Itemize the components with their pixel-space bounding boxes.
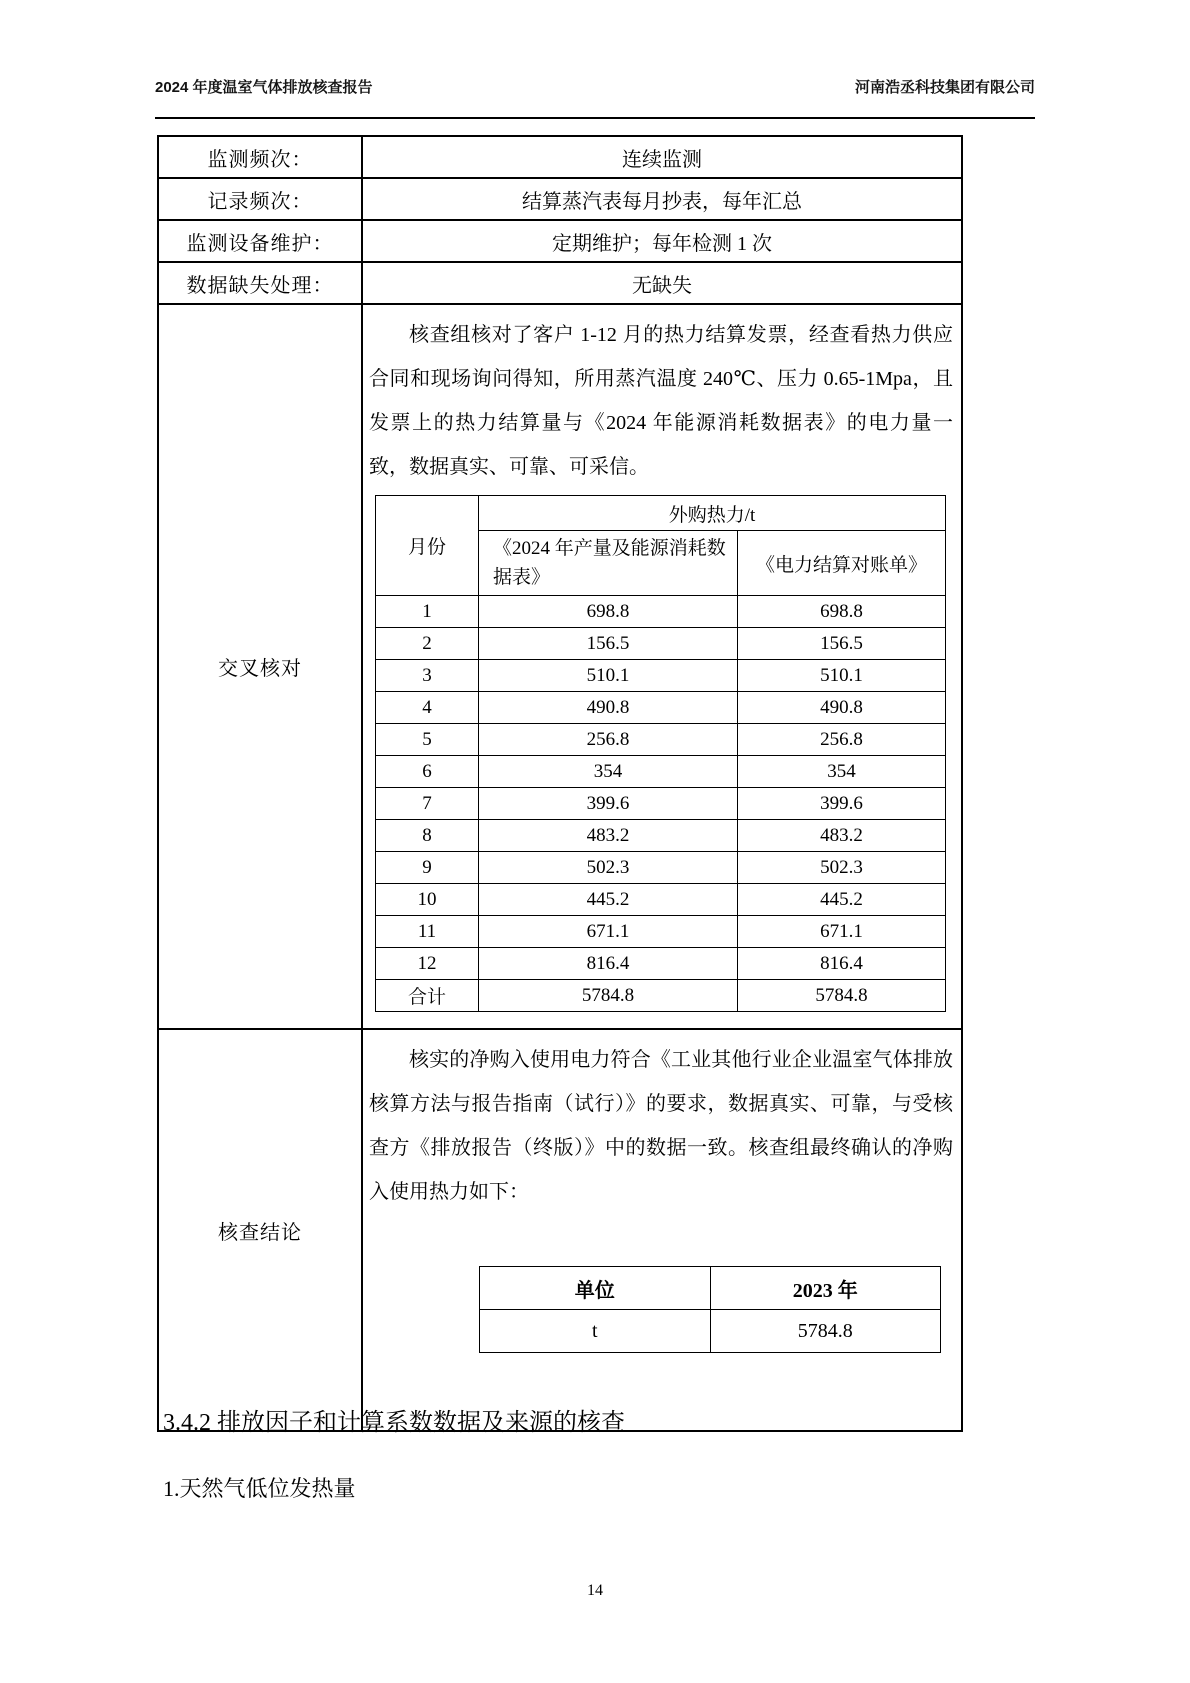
value-cell: 816.4 bbox=[479, 948, 738, 980]
table-row bbox=[376, 628, 946, 660]
total-value-cell: 5784.8 bbox=[479, 980, 738, 1012]
row-value: 定期维护；每年检测 1 次 bbox=[362, 220, 962, 262]
month-cell: 2 bbox=[376, 628, 479, 660]
value-cell: 483.2 bbox=[738, 820, 946, 852]
month-cell: 9 bbox=[376, 852, 479, 884]
conclusion-paragraph: 核实的净购入使用电力符合《工业其他行业企业温室气体排放核算方法与报告指南（试行）》的要求，数据真实、可靠，与受核查方《排放报告（终版）》中的数据一致。核查组最终确认的净购入使用热力如下： bbox=[369, 1049, 953, 1203]
value-cell: 510.1 bbox=[479, 660, 738, 692]
value-cell: 5784.8 bbox=[710, 1310, 941, 1353]
cross-check-label: 交叉核对 bbox=[158, 304, 362, 1029]
month-cell: 11 bbox=[376, 916, 479, 948]
month-cell: 5 bbox=[376, 724, 479, 756]
verification-table bbox=[157, 135, 963, 1432]
value-cell: 502.3 bbox=[479, 852, 738, 884]
value-cell: 399.6 bbox=[479, 788, 738, 820]
table-row bbox=[376, 820, 946, 852]
month-column-header: 月份 bbox=[376, 496, 479, 596]
cross-check-paragraph: 核查组核对了客户 1-12 月的热力结算发票，经查看热力供应合同和现场询问得知，所用蒸汽温度 240℃、压力 0.65-1Mpa，且发票上的热力结算量与《2024 年能源消耗数据表》的电力量一致，数据真实、可靠、可采信。 bbox=[369, 324, 953, 478]
table-row bbox=[376, 756, 946, 788]
table-row bbox=[376, 724, 946, 756]
value-cell: 445.2 bbox=[738, 884, 946, 916]
table-row bbox=[376, 884, 946, 916]
row-label: 监测频次： bbox=[158, 136, 362, 178]
total-label-cell: 合计 bbox=[376, 980, 479, 1012]
heat-comparison-table bbox=[375, 495, 946, 1012]
month-cell: 6 bbox=[376, 756, 479, 788]
table-row bbox=[376, 948, 946, 980]
value-cell: 671.1 bbox=[479, 916, 738, 948]
value-cell: 698.8 bbox=[479, 596, 738, 628]
page-header bbox=[155, 76, 1035, 119]
header-company-name: 河南浩丞科技集团有限公司 bbox=[854, 79, 1035, 96]
page-number: 14 bbox=[587, 1582, 603, 1599]
conclusion-label: 核查结论 bbox=[158, 1029, 362, 1431]
month-cell: 12 bbox=[376, 948, 479, 980]
confirmed-heat-table bbox=[479, 1266, 941, 1353]
row-value: 无缺失 bbox=[362, 262, 962, 304]
table-row bbox=[376, 692, 946, 724]
value-cell: 698.8 bbox=[738, 596, 946, 628]
value-cell: 399.6 bbox=[738, 788, 946, 820]
value-cell: 156.5 bbox=[738, 628, 946, 660]
value-cell: 256.8 bbox=[738, 724, 946, 756]
month-cell: 3 bbox=[376, 660, 479, 692]
total-value-cell: 5784.8 bbox=[738, 980, 946, 1012]
sub-heading: 1.天然气低位发热量 bbox=[163, 1476, 356, 1501]
row-value: 连续监测 bbox=[362, 136, 962, 178]
table-row bbox=[158, 220, 962, 262]
conclusion-content bbox=[362, 1029, 962, 1431]
value-cell: 490.8 bbox=[479, 692, 738, 724]
row-label: 数据缺失处理： bbox=[158, 262, 362, 304]
table-header-row bbox=[376, 496, 946, 531]
group-column-header: 外购热力/t bbox=[479, 496, 946, 531]
value-cell: 490.8 bbox=[738, 692, 946, 724]
value-cell: 510.1 bbox=[738, 660, 946, 692]
unit-column-header: 单位 bbox=[480, 1267, 711, 1310]
year-column-header: 2023 年 bbox=[710, 1267, 941, 1310]
row-label: 监测设备维护： bbox=[158, 220, 362, 262]
row-value: 结算蒸汽表每月抄表，每年汇总 bbox=[362, 178, 962, 220]
value-cell: 816.4 bbox=[738, 948, 946, 980]
value-cell: 354 bbox=[738, 756, 946, 788]
row-label: 记录频次： bbox=[158, 178, 362, 220]
table-row bbox=[376, 852, 946, 884]
table-row bbox=[158, 178, 962, 220]
table-row bbox=[376, 596, 946, 628]
conclusion-row bbox=[158, 1029, 962, 1431]
table-row bbox=[158, 136, 962, 178]
table-row bbox=[158, 262, 962, 304]
cross-check-row bbox=[158, 304, 962, 1029]
month-cell: 8 bbox=[376, 820, 479, 852]
cross-check-content bbox=[362, 304, 962, 1029]
table-row bbox=[376, 788, 946, 820]
month-cell: 4 bbox=[376, 692, 479, 724]
table-total-row bbox=[376, 980, 946, 1012]
table-row bbox=[376, 660, 946, 692]
source1-column-header: 《2024 年产量及能源消耗数据表》 bbox=[479, 531, 738, 596]
value-cell: 354 bbox=[479, 756, 738, 788]
table-header-row bbox=[480, 1267, 941, 1310]
month-cell: 1 bbox=[376, 596, 479, 628]
table-row bbox=[480, 1310, 941, 1353]
unit-cell: t bbox=[480, 1310, 711, 1353]
value-cell: 483.2 bbox=[479, 820, 738, 852]
month-cell: 10 bbox=[376, 884, 479, 916]
month-cell: 7 bbox=[376, 788, 479, 820]
table-row bbox=[376, 916, 946, 948]
value-cell: 671.1 bbox=[738, 916, 946, 948]
section-heading: 3.4.2 排放因子和计算系数数据及来源的核查 bbox=[163, 1410, 625, 1436]
value-cell: 445.2 bbox=[479, 884, 738, 916]
value-cell: 256.8 bbox=[479, 724, 738, 756]
value-cell: 156.5 bbox=[479, 628, 738, 660]
source2-column-header: 《电力结算对账单》 bbox=[738, 531, 946, 596]
value-cell: 502.3 bbox=[738, 852, 946, 884]
header-report-title: 2024 年度温室气体排放核查报告 bbox=[155, 79, 373, 96]
